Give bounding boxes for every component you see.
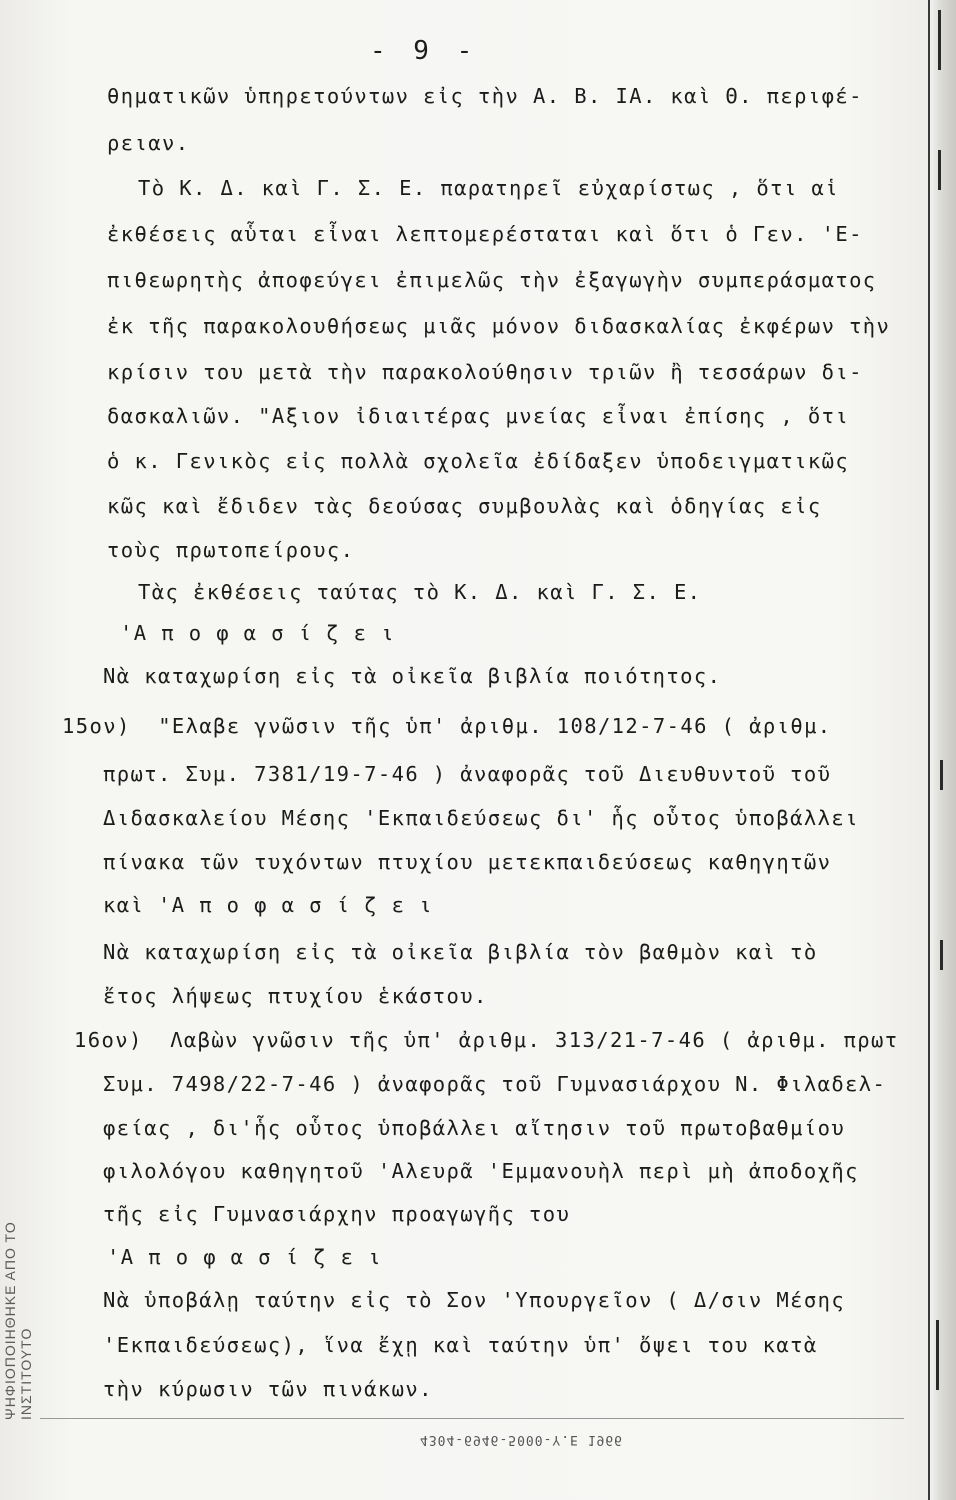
body-line: Συμ. 7498/22-7-46 ) ἀναφορᾶς τοῦ Γυμνασιάρχου Ν. Φιλαδελ- xyxy=(103,1072,887,1096)
body-line: Νὰ καταχωρίση εἰς τὰ οἰκεῖα βιβλία τὸν βαθμὸν καὶ τὸ xyxy=(103,940,818,964)
body-line: τῆς εἰς Γυμνασιάρχην προαγωγῆς του xyxy=(103,1202,571,1226)
body-line: τοὺς πρωτοπείρους. xyxy=(107,538,355,562)
body-line: δασκαλιῶν. "Αξιον ἰδιαιτέρας μνείας εἶναι ἐπίσης , ὅτι xyxy=(107,404,850,428)
next-page-edge xyxy=(928,0,956,1500)
item-number-line: 16ον) Λαβὼν γνῶσιν τῆς ὑπ' ἀριθμ. 313/21-7-46 ( ἀριθμ. πρωτ xyxy=(74,1028,899,1052)
body-line: 'Εκπαιδεύσεως), ἵνα ἔχῃ καὶ ταύτην ὑπ' ὄψει του κατὰ xyxy=(103,1333,818,1357)
body-line: ἔτος λήψεως πτυχίου ἑκάστου. xyxy=(103,984,488,1008)
bottom-rule xyxy=(40,1418,904,1419)
body-line: θηματικῶν ὑπηρετούντων εἰς τὴν Α. Β. ΙΑ. καὶ Θ. περιφέ- xyxy=(107,84,863,108)
body-line: Τὰς ἐκθέσεις ταύτας τὸ Κ. Δ. καὶ Γ. Σ. Ε. xyxy=(138,580,702,604)
body-line: Τὸ Κ. Δ. καὶ Γ. Σ. Ε. παρατηρεῖ εὐχαρίστως , ὅτι αἱ xyxy=(138,176,839,200)
edge-mark xyxy=(940,940,943,970)
body-line: Διδασκαλείου Μέσης 'Εκπαιδεύσεως δι' ἧς οὗτος ὑποβάλλει xyxy=(103,806,859,830)
body-line: ἐκθέσεις αὗται εἶναι λεπτομερέσταται καὶ ὅτι ὁ Γεν. 'Ε- xyxy=(107,222,863,246)
body-line: τὴν κύρωσιν τῶν πινάκων. xyxy=(103,1377,433,1401)
body-line: φιλολόγου καθηγητοῦ 'Αλευρᾶ 'Εμμανουὴλ περὶ μὴ ἀποδοχῆς xyxy=(103,1159,859,1183)
decision-heading: 'Α π ο φ α σ ί ζ ε ι xyxy=(120,621,395,645)
edge-mark xyxy=(938,150,941,190)
body-line: πρωτ. Συμ. 7381/19-7-46 ) ἀναφορᾶς τοῦ Διευθυντοῦ τοῦ xyxy=(103,762,832,786)
body-line: ἐκ τῆς παρακολουθήσεως μιᾶς μόνον διδασκαλίας ἐκφέρων τὴν xyxy=(107,314,891,338)
body-line: ρειαν. xyxy=(107,131,190,155)
edge-mark xyxy=(940,760,943,790)
printer-imprint: 4304-6946-5000-Υ.Ε 1966 xyxy=(420,1432,624,1447)
body-line: ὁ κ. Γενικὸς εἰς πολλὰ σχολεῖα ἐδίδαξεν ὑποδειγματικῶς xyxy=(107,449,850,473)
edge-mark xyxy=(936,1320,939,1390)
body-line: πίνακα τῶν τυχόντων πτυχίου μετεκπαιδεύσεως καθηγητῶν xyxy=(103,850,832,874)
decision-heading: καὶ 'Α π ο φ α σ ί ζ ε ι xyxy=(103,893,433,917)
body-line: πιθεωρητὴς ἀποφεύγει ἐπιμελῶς τὴν ἐξαγωγὴν συμπεράσματος xyxy=(107,268,877,292)
body-line: κρίσιν του μετὰ τὴν παρακολούθησιν τριῶν ἢ τεσσάρων δι- xyxy=(107,360,863,384)
body-line: Νὰ ὑποβάλῃ ταύτην εἰς τὸ Σον 'Υπουργεῖον ( Δ/σιν Μέσης xyxy=(103,1288,846,1312)
digitization-stamp: ΨΗΦΙΟΠΟΙΗΘΗΚΕ ΑΠΟ ΤΟ ΙΝΣΤΙΤΟΥΤΟ xyxy=(2,1221,34,1420)
body-line: φείας , δι'ἧς οὗτος ὑποβάλλει αἴτησιν τοῦ πρωτοβαθμίου xyxy=(103,1116,846,1140)
page-number: - 9 - xyxy=(370,36,479,66)
decision-heading: 'Α π ο φ α σ ί ζ ε ι xyxy=(107,1245,382,1269)
body-line: Νὰ καταχωρίση εἰς τὰ οἰκεῖα βιβλία ποιότητος. xyxy=(103,664,722,688)
edge-mark xyxy=(938,10,941,70)
body-line: κῶς καὶ ἔδιδεν τὰς δεούσας συμβουλὰς καὶ ὁδηγίας εἰς xyxy=(107,494,822,518)
item-number-line: 15ον) "Ελαβε γνῶσιν τῆς ὑπ' ἀριθμ. 108/12-7-46 ( ἀριθμ. xyxy=(62,714,832,738)
